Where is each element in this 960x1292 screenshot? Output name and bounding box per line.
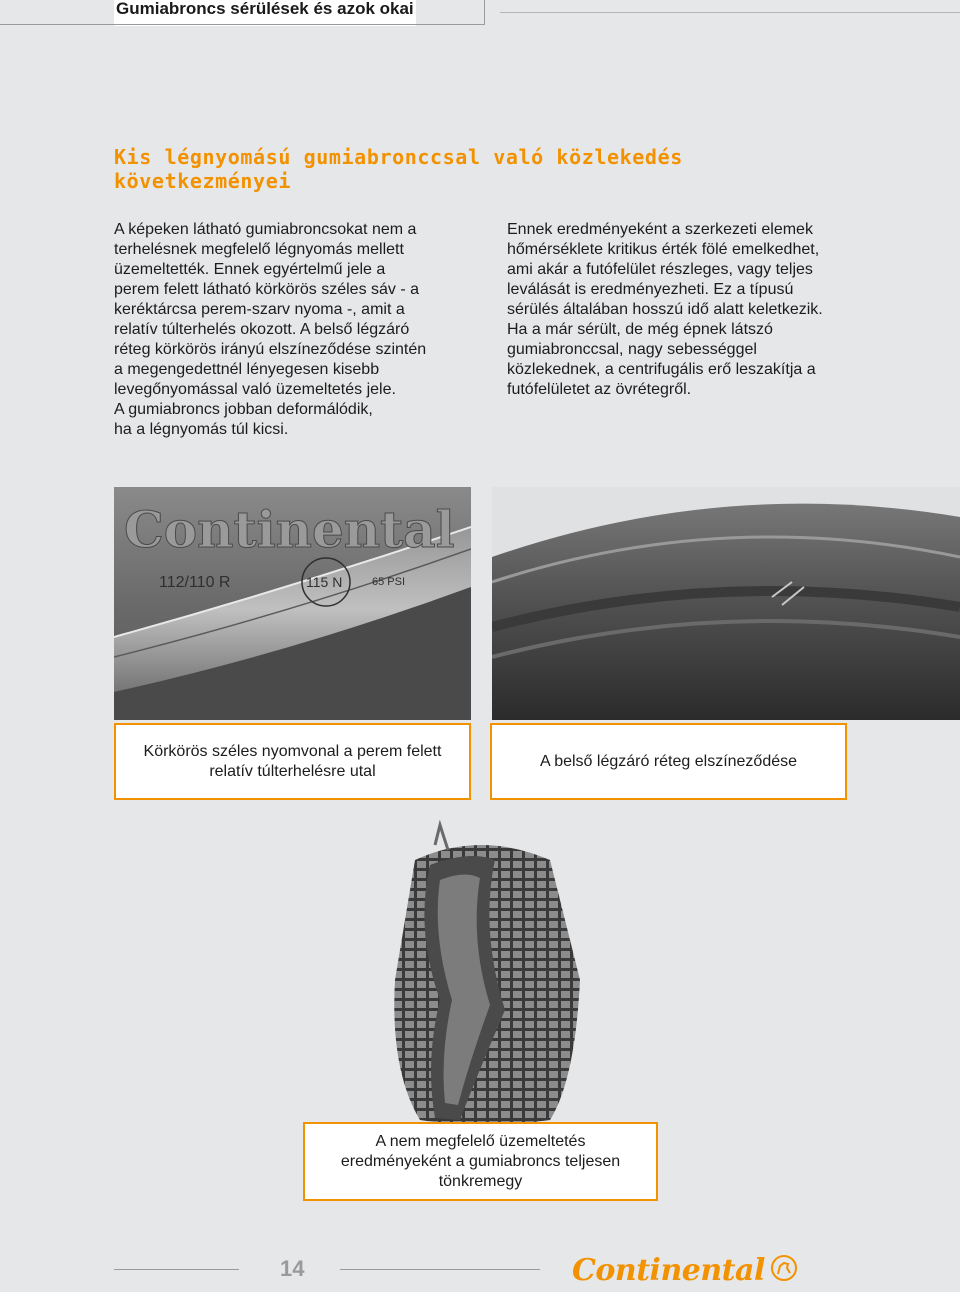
header-title: Gumiabroncs sérülések és azok okai [114, 0, 416, 26]
header-rule-right [500, 12, 960, 13]
section-title [114, 145, 814, 193]
body-text-right: Ennek eredményeként a szerkezeti elemek hőmérséklete kritikus érték fölé emelkedhet, ami akár a futófelület részleges, vagy teljes leválását is eredményezheti. Ez a típusú sérülés általában hosszú idő alatt keletkezik. Ha a már sérült, de még épnek látszó gumiabronccsal, nagy sebességgel közlekednek, a centrifugális erő leszakítja a futófelületet az övrétegről. [507, 221, 823, 398]
footer-rule-right [340, 1269, 540, 1270]
caption-destroyed-tire: A nem megfelelő üzemeltetés eredményeként a gumiabroncs teljesen tönkremegy [303, 1122, 658, 1201]
inner-liner-photo [492, 487, 960, 720]
brand-wordmark: Continental [572, 1252, 765, 1288]
caption-inner-liner: A belső légzáró réteg elszíneződése [490, 723, 847, 800]
page-header [0, 0, 960, 26]
sidewall-load-text: 115 N [306, 574, 343, 590]
header-rule [0, 24, 484, 25]
destroyed-tire-photo [380, 820, 590, 1130]
section-title-line-2: következményei [114, 169, 291, 193]
sidewall-pressure-text: 65 PSI [372, 576, 406, 588]
header-rule-vertical [484, 0, 485, 25]
footer-rule-left [114, 1269, 239, 1270]
sidewall-size-text: 112/110 R [159, 574, 231, 591]
continental-logo [572, 1250, 797, 1290]
caption-sidewall: Körkörös széles nyomvonal a perem felett relatív túlterhelésre utal [114, 723, 471, 800]
sidewall-brand-text: Continental [124, 500, 455, 559]
section-title-line-1: Kis légnyomású gumiabronccsal való közlekedés [114, 145, 683, 169]
page-number: 14 [280, 1256, 305, 1281]
sidewall-photo [114, 487, 471, 720]
body-text-left: A képeken látható gumiabroncsokat nem a terhelésnek megfelelő légnyomás mellett üzemeltették. Ennek egyértelmű jele a perem felett látható körkörös széles sáv - a keréktárcsa perem-szarv nyoma -, amit a relatív túlterhelés okozott. A belső légzáró réteg körkörös irányú elszíneződése szintén a megengedettnél lényegesen kisebb levegőnyomással való üzemeltetés jele. A gumiabroncs jobban deformálódik, ha a légnyomás túl kicsi. [114, 221, 427, 438]
horse-emblem-icon [771, 1255, 797, 1286]
